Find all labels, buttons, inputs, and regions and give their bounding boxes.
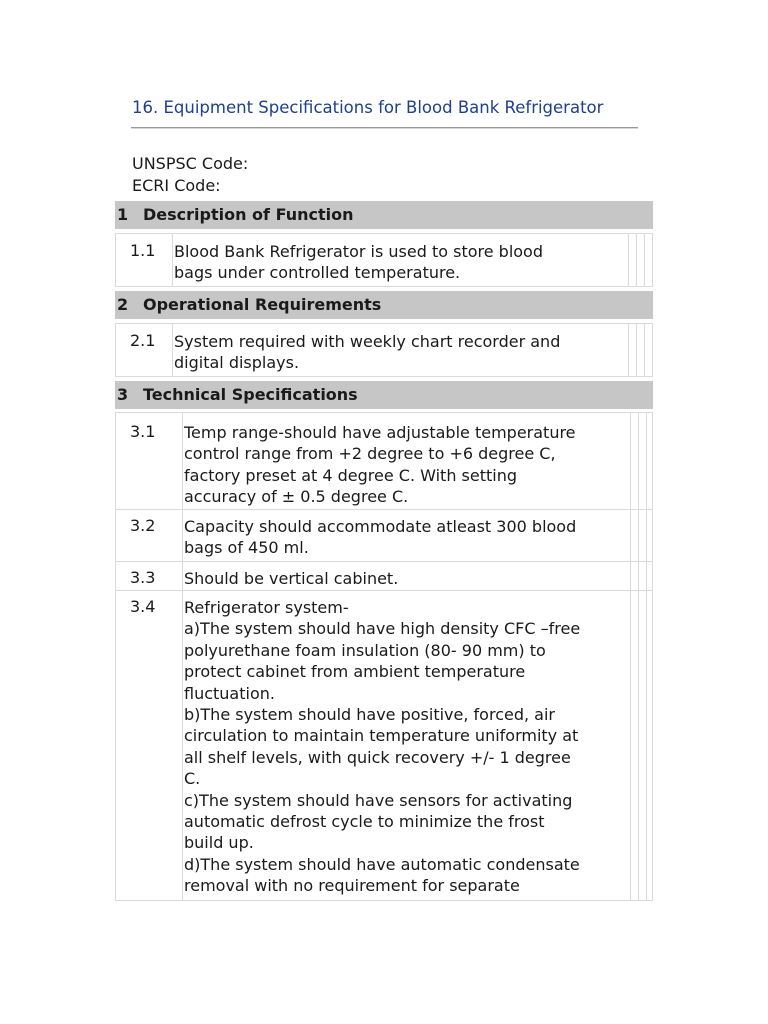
item-number: 1.1 <box>130 241 156 260</box>
item-text: System required with weekly chart recorder and digital displays. <box>174 332 561 373</box>
section-heading: Operational Requirements <box>143 295 382 314</box>
section-number: 2 <box>117 295 129 314</box>
section-1-table <box>115 233 653 287</box>
section-number: 3 <box>117 385 129 404</box>
item-number: 3.2 <box>130 516 156 535</box>
item-text: Refrigerator system- a)The system should have high density CFC –free polyurethane foam insulation (80- 90 mm) to protect cabinet from ambient temperature fluctuation. b)The system should have positive, forced, air circulation to maintain temperature uniformity at all shelf levels, with quick recovery +/- 1 degree C. c)The system should have sensors for activating automatic defrost cycle to minimize the frost build up. d)The system should have automatic condensate removal with no requirement for separate <box>184 598 581 896</box>
unspsc-code-label: UNSPSC Code: <box>132 154 249 173</box>
section-header-1 <box>115 201 653 229</box>
section-header-3 <box>115 381 653 409</box>
item-text: Should be vertical cabinet. <box>184 569 399 588</box>
title-divider <box>131 127 638 129</box>
section-heading: Description of Function <box>143 205 354 224</box>
item-number: 3.3 <box>130 568 156 587</box>
section-2-table <box>115 323 653 377</box>
section-3-table <box>115 412 653 901</box>
item-number: 3.4 <box>130 597 156 616</box>
item-number: 3.1 <box>130 422 156 441</box>
item-text: Capacity should accommodate atleast 300 blood bags of 450 ml. <box>184 517 577 558</box>
section-number: 1 <box>117 205 129 224</box>
section-heading: Technical Specifications <box>143 385 358 404</box>
section-header-2 <box>115 291 653 319</box>
item-number: 2.1 <box>130 331 156 350</box>
item-text: Blood Bank Refrigerator is used to store blood bags under controlled temperature. <box>174 242 543 283</box>
item-text: Temp range-should have adjustable temperature control range from +2 degree to +6 degree C, factory preset at 4 degree C. With setting accuracy of ± 0.5 degree C. <box>184 423 576 507</box>
ecri-code-label: ECRI Code: <box>132 176 221 195</box>
document-title: 16. Equipment Specifications for Blood Bank Refrigerator <box>132 98 604 117</box>
